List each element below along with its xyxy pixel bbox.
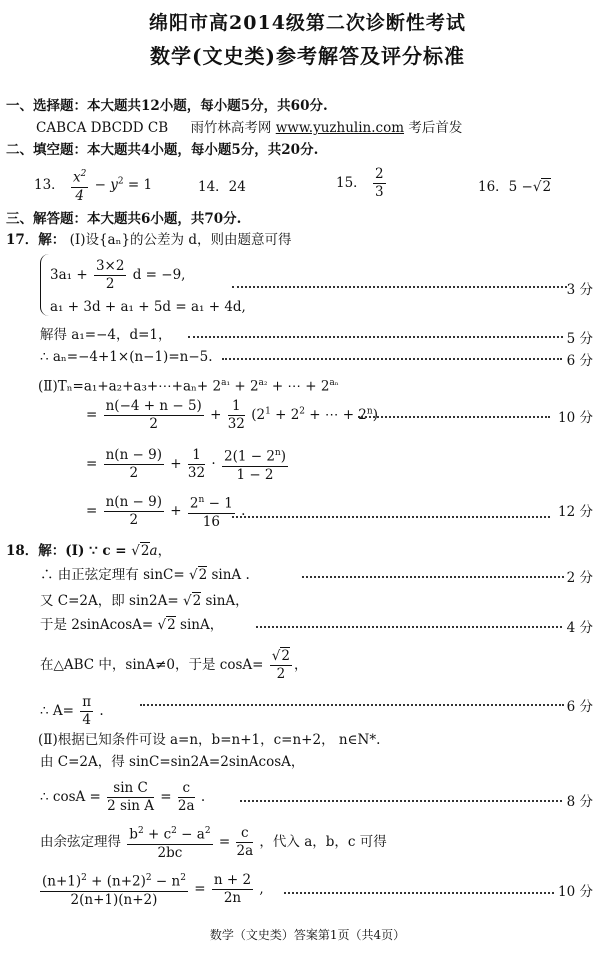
q18-line2: 又 C=2A，即 sin2A= √2 sinA，	[40, 593, 249, 609]
q18-l9-text: 由余弦定理得	[40, 833, 121, 850]
q17-step3: = $\frac{n(n - 9)}{2}$ + $\frac{2^n - 1}{16}$ .	[86, 493, 246, 530]
q17-step1: = $\frac{n(-4 + n - 5)}{2}$ + $\frac{1}{32}$ ($2^1 + 2^2$ + ⋯ + $2^n$)	[86, 398, 378, 432]
fraction-2-3: $\frac{2}{3}$	[374, 166, 384, 200]
section3-heading: 三、解答题：本大题共6小题，共70分.	[6, 211, 242, 227]
q18-line10: $\frac{(n+1)^2 + (n+2)^2 - n^2}{2(n+1)(n+2)}$ = $\frac{n + 2}{2n}$ ,	[42, 871, 264, 908]
dot-leader	[188, 336, 563, 338]
q18-l9b-text: ，代入 a，b，c 可得	[259, 833, 387, 850]
fraction-x2-4: $\frac{x^2}{4}$	[71, 166, 88, 205]
fraction-cosine: $\frac{b^2 + c^2 - a^2}{2bc}$	[127, 823, 212, 862]
q17-part2: (Ⅱ)Tₙ=a₁+a₂+a₃+⋯+aₙ+ $2^{a_1} + 2^{a_2}$ + ⋯ + $2^{a_n}$	[38, 378, 339, 395]
fraction-n-n9b: $\frac{n(n - 9)}{2}$	[105, 493, 163, 528]
q18-l5-text: ∴ A=	[40, 703, 79, 719]
score-2: 2 分	[566, 570, 593, 586]
fraction-n-poly: $\frac{(n+1)^2 + (n+2)^2 - n^2}{2(n+1)(n+2)}$	[40, 870, 188, 909]
source-name: 雨竹林高考网	[190, 120, 272, 136]
q18-l1-text: ∴ 由正弦定理有 sinC=	[40, 567, 189, 583]
q18-line9: 由余弦定理得 $\frac{b^2 + c^2 - a^2}{2bc}$ = $\frac{c}{2a}$ ，代入 a，b，c 可得	[40, 824, 387, 861]
q17-step2: = $\frac{n(n - 9)}{2}$ + $\frac{1}{32}$ · $\frac{2(1 - 2^n)}{1 - 2}$	[86, 446, 286, 483]
fraction-sum-n: $\frac{n(-4 + n - 5)}{2}$	[105, 398, 202, 432]
q18-l2-text: 又 C=2A，即 sin2A=	[40, 593, 183, 609]
q18-line1: ∴ 由正弦定理有 sinC= √2 sinA .	[40, 567, 250, 583]
q17-an: ∴ aₙ=−4+1×(n−1)=n−5.	[40, 349, 213, 365]
score-8: 8 分	[566, 794, 593, 810]
q17-eq1	[50, 258, 185, 293]
q18-line6: (Ⅱ)根据已知条件可设 a=n，b=n+1，c=n+2， n∈N*.	[38, 732, 381, 748]
fraction-c-2a: $\frac{c}{2a}$	[177, 780, 195, 814]
dot-leader	[240, 800, 562, 802]
answer-14: 14．24	[198, 179, 246, 195]
section2-heading: 二、填空题：本大题共4小题，每小题5分，共20分.	[6, 142, 319, 158]
score-12: 12 分	[558, 504, 593, 520]
q17-label: 17．解：	[6, 232, 66, 248]
fraction-n-n9: $\frac{n(n - 9)}{2}$	[105, 446, 163, 481]
page-subtitle: 数学(文史类)参考解答及评分标准	[150, 44, 465, 68]
q18-label: 18．解：(Ⅰ) ∵ c =	[6, 543, 132, 559]
answer-16-label: 16．5 −	[478, 179, 533, 195]
answer-16: 16．5 −√2	[478, 179, 552, 195]
score-10b: 10 分	[558, 884, 593, 900]
answer-13-label: 13．	[34, 176, 65, 193]
dot-leader	[140, 704, 564, 706]
score-5: 5 分	[566, 331, 593, 347]
score-3: 3 分	[566, 282, 593, 298]
fraction-3x2-2: $\frac{3\times 2}{2}$	[95, 258, 125, 292]
q18-l8-text: ∴ cosA =	[40, 789, 106, 805]
q18-line5: ∴ A= $\frac{\pi}{4}$ .	[40, 694, 104, 728]
answer-15-label: 15．	[336, 175, 367, 191]
dot-leader	[302, 576, 564, 578]
page-title: 绵阳市高2014级第二次诊断性考试	[149, 12, 466, 34]
fraction-c-2a-b: $\frac{c}{2a}$	[236, 824, 254, 859]
source-link[interactable]: www.yuzhulin.com	[275, 120, 405, 136]
choice-answers: CABCA DBCDD CB	[36, 120, 169, 136]
release-note: 考后首发	[408, 120, 463, 136]
score-10: 10 分	[558, 410, 593, 426]
answer-15	[336, 166, 388, 201]
fraction-sqrt2-2: $\frac{√2}{2}$	[271, 648, 290, 682]
dot-leader	[232, 286, 567, 288]
page-footer: 数学（文史类）答案第1页（共4页）	[209, 928, 406, 942]
fraction-geom: $\frac{2(1 - 2^n)}{1 - 2}$	[222, 445, 288, 484]
q17-solve: 解得 a₁=−4，d=1，	[40, 327, 172, 343]
fraction-1-32: $\frac{1}{32}$	[227, 398, 245, 432]
answer-13: 13． $\frac{x^2}{4}$ − $y^2 = 1$	[34, 166, 152, 205]
score-4: 4 分	[566, 620, 593, 636]
fraction-pi-4: $\frac{\pi}{4}$	[82, 694, 92, 728]
q17-part2-text: (Ⅱ)Tₙ=a₁+a₂+a₃+⋯+aₙ+ 2	[38, 378, 222, 395]
q18-line8: ∴ cosA = $\frac{\text{sin C}}{\text{2 sin A}}$ = $\frac{c}{2a}$ .	[40, 780, 206, 814]
q17-part1: (Ⅰ)设{aₙ}的公差为 d，则由题意可得	[69, 232, 292, 248]
q17-eq1-a: 3a₁ +	[50, 267, 92, 283]
score-6: 6 分	[566, 353, 593, 369]
equation-brace	[40, 254, 49, 316]
dot-leader	[358, 416, 550, 418]
q17-eq1-b: d = −9,	[132, 267, 186, 283]
dot-leader	[256, 626, 562, 628]
q17-intro	[6, 231, 291, 249]
q18-line4: 在△ABC 中，sinA≠0，于是 cosA= $\frac{√2}{2}$ ，	[40, 648, 308, 682]
q18-l3-text: 于是 2sinAcosA=	[40, 617, 158, 633]
section1-answers-line	[36, 119, 462, 137]
fraction-sinC: $\frac{\text{sin C}}{\text{2 sin A}}$	[107, 780, 155, 814]
dot-leader	[232, 516, 550, 518]
fraction-2n-16: $\frac{2^n - 1}{16}$	[188, 492, 235, 531]
q18-line3: 于是 2sinAcosA= √2 sinA，	[40, 617, 224, 633]
fraction-1-32b: $\frac{1}{32}$	[187, 446, 206, 481]
fraction-n2-2n: $\frac{n + 2}{2n}$	[213, 871, 252, 906]
section1-heading: 一、选择题：本大题共12小题，每小题5分，共60分.	[6, 98, 328, 114]
dot-leader	[222, 358, 562, 360]
q18-l4-text: 在△ABC 中，sinA≠0，于是 cosA=	[40, 657, 268, 673]
dot-leader	[284, 892, 554, 894]
q18-line7: 由 C=2A，得 sinC=sin2A=2sinAcosA，	[40, 754, 305, 770]
q18-intro: 18．解：(Ⅰ) ∵ c = √2a，	[6, 543, 172, 559]
score-6b: 6 分	[566, 699, 593, 715]
q17-eq2: a₁ + 3d + a₁ + 5d = a₁ + 4d,	[50, 299, 246, 315]
